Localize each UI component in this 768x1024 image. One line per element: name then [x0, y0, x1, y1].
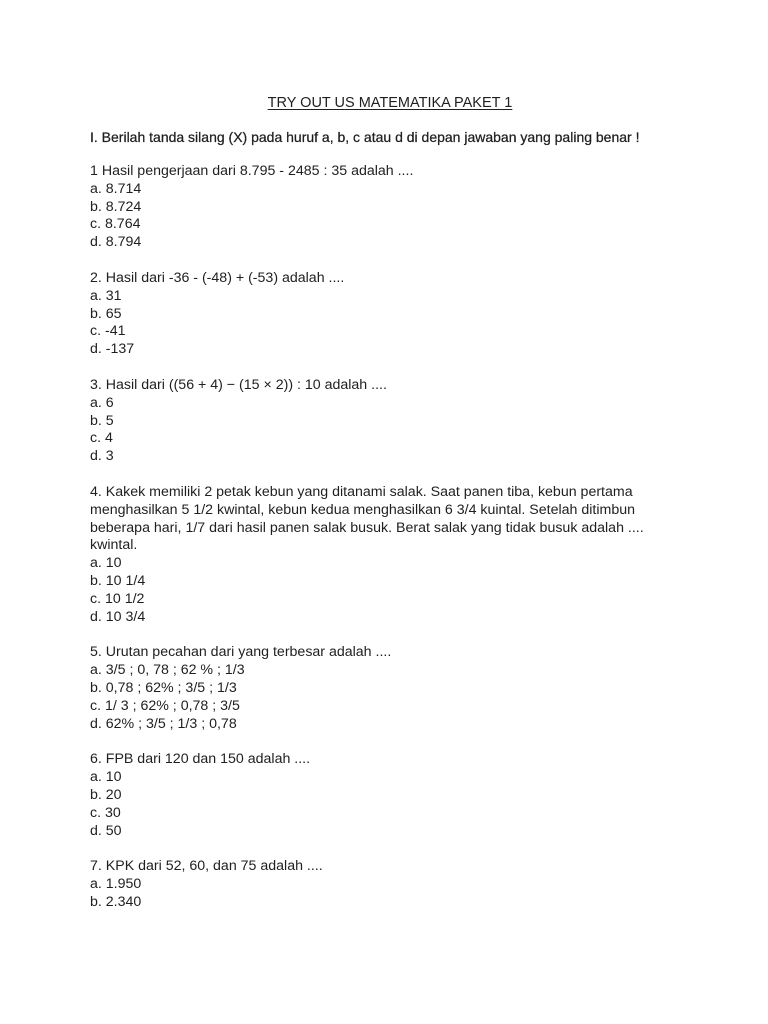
answer-option: a. 6	[90, 394, 114, 411]
answer-option: c. 4	[90, 430, 113, 447]
document-title: TRY OUT US MATEMATIKA PAKET 1	[267, 95, 513, 111]
answer-option: b. 20	[90, 786, 122, 803]
answer-option: a. 8.714	[90, 180, 142, 197]
answer-option: b. 0,78 ; 62% ; 3/5 ; 1/3	[90, 679, 237, 696]
answer-option: b. 65	[90, 305, 122, 322]
question-4	[90, 484, 690, 626]
question-6	[90, 751, 690, 840]
question-text: 6. FPB dari 120 dan 150 adalah ....	[90, 751, 311, 768]
question-3	[90, 377, 690, 466]
answer-option: a. 10	[90, 769, 122, 786]
answer-option: b. 5	[90, 412, 114, 429]
question-text: 4. Kakek memiliki 2 petak kebun yang ditanami salak. Saat panen tiba, kebun pertama menghasilkan 5 1/2 kwintal, kebun kedua menghasilkan 6 3/4 kuintal. Setelah ditimbun beberapa hari, 1/7 dari hasil panen salak busuk. Berat salak yang tidak busuk adalah .... kwintal.	[90, 483, 644, 554]
question-text: 5. Urutan pecahan dari yang terbesar adalah ....	[90, 644, 392, 661]
answer-option: a. 1.950	[90, 876, 142, 893]
answer-option: c. 1/ 3 ; 62% ; 0,78 ; 3/5	[90, 697, 240, 714]
question-text: 1 Hasil pengerjaan dari 8.795 - 2485 : 35 adalah ....	[90, 163, 414, 179]
question-text: 3. Hasil dari ((56 + 4) − (15 × 2)) : 10 adalah ....	[90, 376, 387, 393]
instruction-text: I. Berilah tanda silang (X) pada huruf a, b, c atau d di depan jawaban yang paling benar !	[90, 129, 640, 145]
question-2	[90, 270, 690, 359]
answer-option: b. 2.340	[90, 893, 142, 910]
answer-option: d. 10 3/4	[90, 608, 146, 625]
question-text: 2. Hasil dari -36 - (-48) + (-53) adalah ....	[90, 269, 345, 286]
question-text: 7. KPK dari 52, 60, dan 75 adalah ....	[90, 858, 323, 875]
answer-option: a. 3/5 ; 0, 78 ; 62 % ; 1/3	[90, 662, 245, 679]
question-1	[90, 163, 690, 252]
answer-option: c. -41	[90, 323, 126, 340]
answer-option: d. 62% ; 3/5 ; 1/3 ; 0,78	[90, 715, 237, 732]
answer-option: c. 10 1/2	[90, 590, 145, 607]
answer-option: a. 31	[90, 287, 122, 304]
question-7	[90, 858, 690, 911]
answer-option: c. 8.764	[90, 216, 141, 233]
answer-option: b. 8.724	[90, 198, 142, 215]
answer-option: d. 3	[90, 448, 114, 465]
answer-option: d. 8.794	[90, 234, 142, 251]
answer-option: b. 10 1/4	[90, 572, 146, 589]
question-5	[90, 644, 690, 733]
answer-option: d. 50	[90, 822, 122, 839]
answer-option: d. -137	[90, 341, 135, 358]
document-page	[90, 94, 690, 930]
answer-option: a. 10	[90, 555, 122, 572]
answer-option: c. 30	[90, 804, 121, 821]
